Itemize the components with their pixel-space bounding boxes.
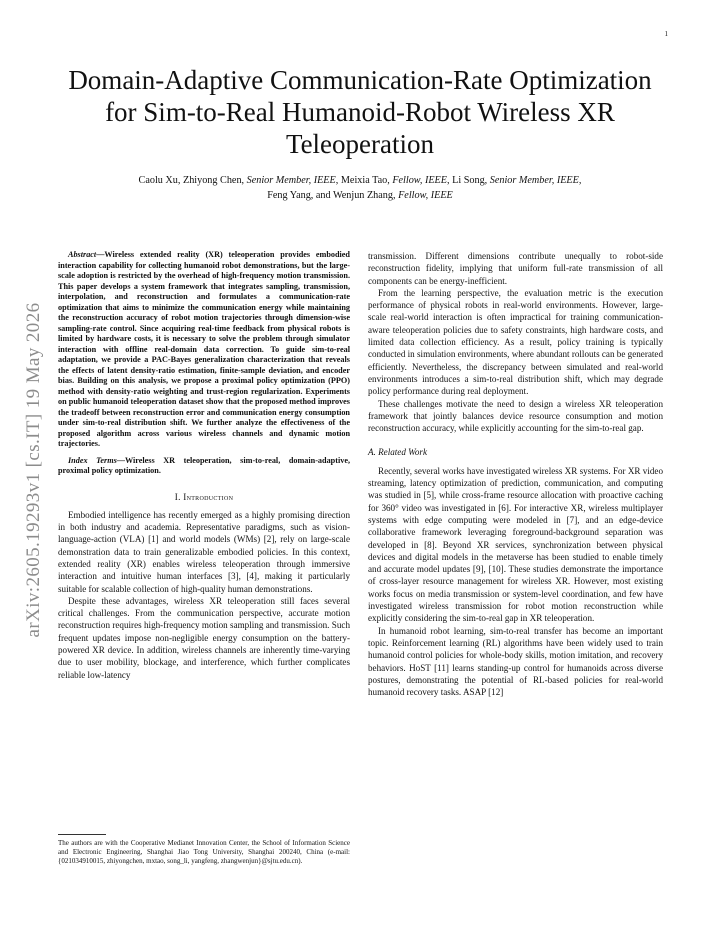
author-names: , Li Song, xyxy=(447,175,490,186)
paragraph: In humanoid robot learning, sim-to-real transfer has become an important topic. Reinforcement learning (RL) algorithms have been widely used to train humanoid control policies for whole-body skills, motion imitation, and recovery behaviors. HoST [11] learns standing-up control for humanoids across diverse postures, demonstrating the potential of RL-based policies for real-world humanoid recovery tasks. ASAP [12] xyxy=(368,625,663,698)
author-names: Feng Yang, and Wenjun Zhang, xyxy=(267,190,399,201)
index-terms-lead: Index Terms xyxy=(68,455,117,465)
index-terms-text: —Wireless XR teleoperation, sim-to-real, domain-adaptive, proximal policy optimization. xyxy=(58,455,351,475)
author-affil: Fellow, IEEE xyxy=(392,175,448,186)
paper-title: Domain-Adaptive Communication-Rate Optimization for Sim-to-Real Humanoid-Robot Wireless XR Teleoperation xyxy=(68,65,652,159)
paragraph: transmission. Different dimensions contribute unequally to robot-side reconstruction fidelity, implying that uniform full-rate transmission of all components can be energy-inefficient. xyxy=(368,251,663,286)
author-affil: Senior Member, IEEE, xyxy=(489,175,582,186)
footnote-rule xyxy=(58,834,106,835)
author-names: Caolu Xu, Zhiyong Chen, xyxy=(138,175,247,186)
author-list xyxy=(80,173,640,203)
right-column xyxy=(368,250,663,698)
paragraph: Recently, several works have investigated wireless XR systems. For XR video streaming, latency optimization of prediction, communication, and computing was studied in [5], while cross-frame resource allocation with proactive caching for 360° video was investigated in [6]. For interactive XR, wireless multiplayer systems with edge computing were modeled in [7], and an edge-device collaborative framework leveraging foreground-background separation was developed in [8]. Beyond XR services, synchronization between physical devices and digital models in the metaverse has been studied to enable timely and accurate model updates [9], [10]. These studies demonstrate the importance of cross-layer resource management for wireless XR. However, most existing works focus on media transmission or system-level coordination, and few have investigated wireless transmission for robot motion reconstruction while explicitly considering the sim-to-real gap in XR teleoperation. xyxy=(368,465,663,624)
left-column xyxy=(58,250,350,681)
abstract-lead: Abstract xyxy=(68,250,97,259)
author-affil: Senior Member, IEEE xyxy=(246,175,336,186)
page-number: 1 xyxy=(664,30,668,38)
abstract xyxy=(58,250,350,450)
paragraph: These challenges motivate the need to design a wireless XR teleoperation framework that jointly balances device resource consumption and motion reconstruction accuracy, while explicitly accounting for the sim-to-real gap. xyxy=(368,398,663,434)
paragraph: Embodied intelligence has recently emerged as a highly promising direction in both industry and academia. Representative paradigms, such as vision-language-action (VLA) [1] and world models (WMs) [2], rely on large-scale demonstration data to train generalizable embodied policies. In this context, extended reality (XR) enables wireless teleoperation through immersive interaction and intuitive human interfaces [3], [4], making it particularly suitable for scalable collection of high-quality human demonstrations. xyxy=(58,509,350,594)
abstract-text: —Wireless extended reality (XR) teleoperation provides embodied interaction capability for collecting humanoid robot demonstrations, but the large-scale adoption is restricted by the overhead of high-frequency motion transmission. This paper develops a system framework that integrates sampling, transmission, interpolation, and reconstruction and formulates a communication-rate optimization that aims to minimize the communication energy while maintaining the reconstruction accuracy of robot motion trajectories through dimension-wise sampling-rate control. Since acquiring real-time feedback from physical robots is limited by hardware costs, it is necessary to solve the problem through simulator interaction with offline real-domain data correction. To guide sim-to-real adaptation, we provide a PAC-Bayes generalization characterization that reveals the effects of latent density-ratio estimation, finite-sample deviation, and encoder bias. Building on this analysis, we propose a proximal policy optimization (PPO) method with density-ratio weighting and trust-region regularization. Experiments on public humanoid teleoperation dataset show that the proposed method improves the tradeoff between reconstruction error and communication energy consumption under sim-to-real distribution shift. We further analyze the effectiveness of the proposed algorithm across various wireless channels and dynamic motion trajectories. xyxy=(58,250,350,448)
section-heading: I. Introduction xyxy=(174,491,234,502)
subsection-heading: A. Related Work xyxy=(368,447,428,458)
author-line-1 xyxy=(80,173,640,188)
paragraph: From the learning perspective, the evaluation metric is the execution performance of physical robots in real-world environments. However, large-scale real-world interaction is often impractical for training communication-aware teleoperation policies due to safety constraints, high hardware costs, and limited data collection efficiency. As a result, policy training is typically conducted in simulation environments, where abundant rollouts can be generated efficiently. Nevertheless, the discrepancy between simulated and real-world environments introduces a sim-to-real distribution shift, which may degrade policy performance during real deployment. xyxy=(368,287,663,397)
index-terms xyxy=(58,456,350,477)
arxiv-stamp: arXiv:2605.19293v1 [cs.IT] 19 May 2026 xyxy=(23,302,44,638)
paragraph: Despite these advantages, wireless XR teleoperation still faces several critical challenges. From the communication perspective, accurate motion reconstruction requires high-frequency motion sampling and transmission. Such frequent updates impose non-negligible energy consumption on the battery-powered XR device. In addition, wireless channels are inherently time-varying due to user mobility, blockage, and interference, which further complicates reliable low-latency xyxy=(58,595,350,680)
author-line-2 xyxy=(80,188,640,203)
footnote: The authors are with the Cooperative Medianet Innovation Center, the School of Information Science and Electronic Engineering, Shanghai Jiao Tong University, Shanghai 200240, China (e-mail: {021034910015, zhiyongchen, mxtao, song_li, yangfeng, zhangwenjun}@sjtu.edu.cn). xyxy=(58,839,350,865)
author-affil: Fellow, IEEE xyxy=(398,190,453,201)
author-names: , Meixia Tao, xyxy=(335,175,393,186)
